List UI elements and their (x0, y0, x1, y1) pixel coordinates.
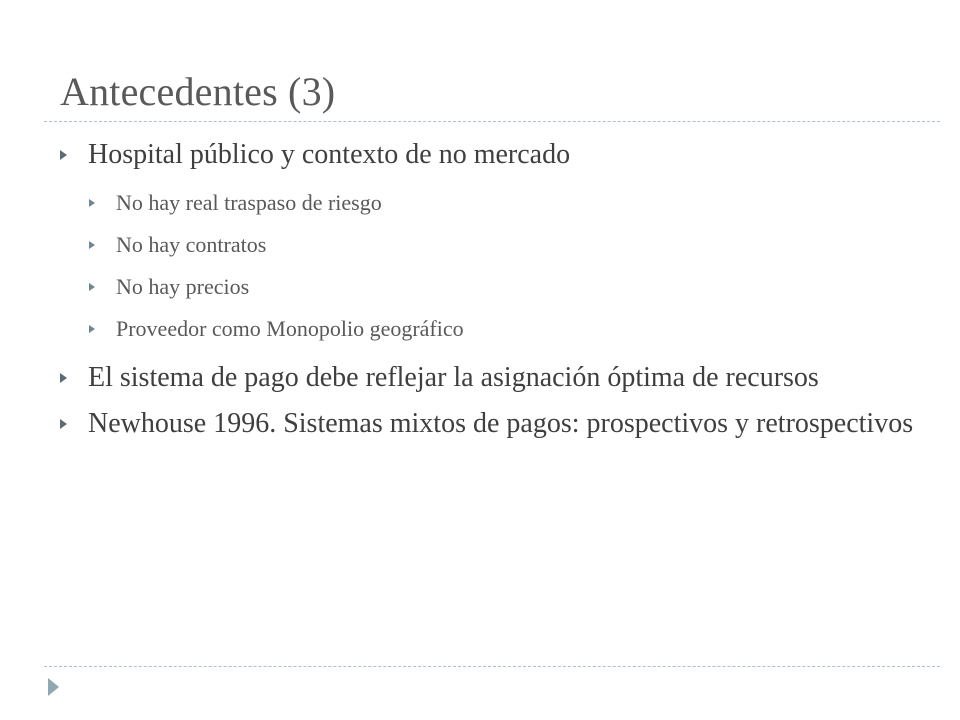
bullet-text: Newhouse 1996. Sistemas mixtos de pagos: prospectivos y retrospectivos (88, 408, 914, 439)
bullet-item (60, 138, 920, 172)
triangle-right-bullet-icon (89, 241, 95, 249)
triangle-right-bullet-icon (89, 199, 95, 207)
triangle-right-bullet-icon (60, 419, 67, 429)
sub-bullet-item (60, 315, 920, 343)
bullet-text: Hospital público y contexto de no mercado (88, 139, 571, 170)
sub-bullet-item (60, 273, 920, 301)
sub-bullet-text: Proveedor como Monopolio geográfico (116, 316, 464, 341)
triangle-right-bullet-icon (60, 373, 67, 383)
triangle-right-bullet-icon (89, 325, 95, 333)
bullet-item (60, 407, 920, 441)
slide-title: Antecedentes (3) (60, 69, 336, 114)
bullet-item (60, 361, 920, 395)
sub-bullet-text: No hay contratos (116, 232, 267, 257)
footer-divider (44, 666, 940, 667)
bullet-list (60, 138, 920, 441)
triangle-right-bullet-icon (89, 283, 95, 291)
sub-bullet-text: No hay precios (116, 274, 250, 299)
bullet-text: El sistema de pago debe reflejar la asignación óptima de recursos (88, 362, 819, 393)
sub-bullet-item (60, 189, 920, 217)
sub-bullet-text: No hay real traspaso de riesgo (116, 190, 382, 215)
title-divider (44, 121, 940, 122)
triangle-right-nav-icon (48, 678, 59, 696)
sub-bullet-item (60, 231, 920, 259)
triangle-right-bullet-icon (60, 150, 67, 160)
